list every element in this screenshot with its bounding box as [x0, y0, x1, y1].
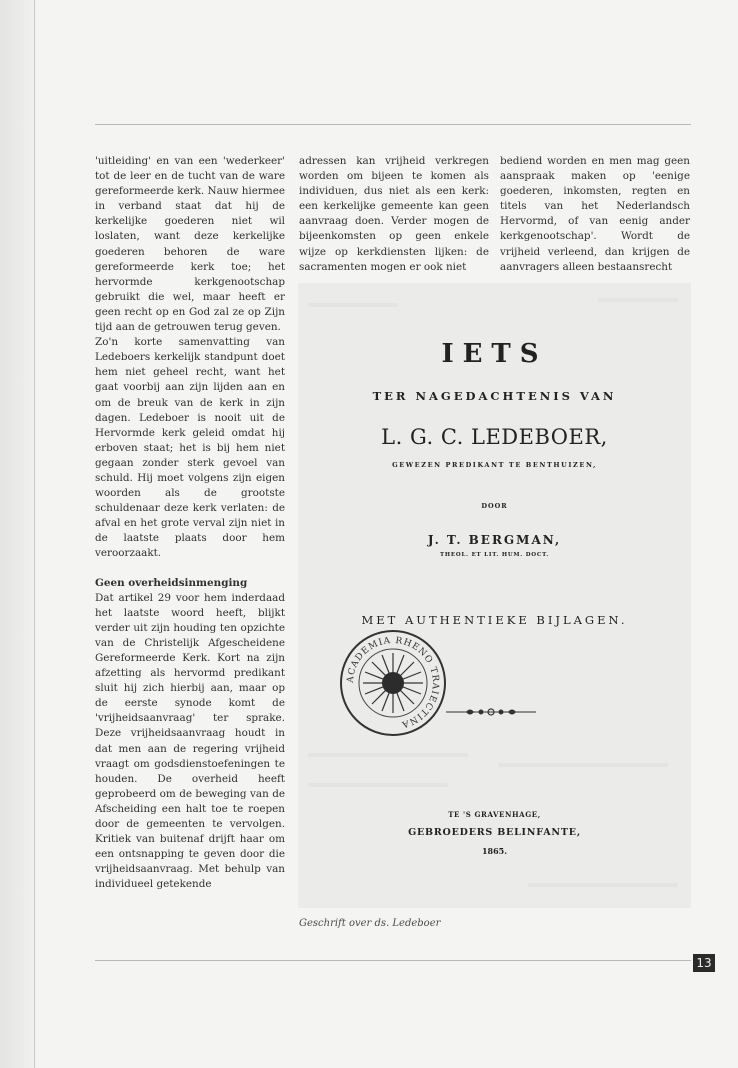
spine-line [34, 0, 35, 1068]
page-number: 13 [693, 954, 715, 972]
scan-author: J. T. BERGMAN, [427, 533, 562, 547]
section-heading: Geen overheidsinmenging [95, 576, 248, 589]
paragraph: Dat artikel 29 voor hem inderdaad het laatste woord heeft, blijkt verder uit zijn houding ten opzichte van de Christelijk Afgescheidene Gereformeerde Kerk. Kort na zijn afzetting als hervormd predikant sluit hij zich hierbij aan, maar op de eerste synode komt de 'vrijheidsaanvraag' ter sprake. Deze vrijheidsaanvraag houdt in dat men aan de regering vrijheid vraagt om godsdienstoefeningen te houden. De overheid heeft geprobeerd om de beweging van de Afscheiding een halt toe te roepen door de gemeenten te vervolgen. Kritiek van buitenaf drijft haar om een ontsnapping te geven door die vrijheidsaanvraag. Met behulp van individueel getekende [95, 591, 285, 891]
text-column-3 [500, 154, 690, 275]
svg-text:ACADEMIA RHENO TRAIECTINA: ACADEMIA RHENO TRAIECTINA [345, 635, 441, 730]
scan-title: IETS [441, 339, 548, 369]
image-caption: Geschrift over ds. Ledeboer [299, 918, 441, 929]
scan-degree: THEOL. ET LIT. HUM. DOCT. [440, 552, 549, 558]
scan-subtitle: TER NAGEDACHTENIS VAN [372, 389, 617, 403]
paragraph: 'uitleiding' en van een 'wederkeer' tot de leer en de tucht van de ware gereformeerde kerk. Nauw hiermee in verband staat dat hij de kerkelijke goederen niet wil loslaten, want deze kerkelijke goederen behoren de ware gereformeerde kerk toe; het hervormde kerkgenootschap gebruikt die wel, maar heeft er geen recht op en God zal ze op Zijn tijd aan de getrouwen terug geven. [95, 155, 285, 334]
page-gutter-shadow [0, 0, 36, 1068]
header-rule [95, 124, 691, 125]
scan-publisher: GEBROEDERS BELINFANTE, [408, 827, 581, 838]
ornament-divider-icon [446, 706, 536, 718]
scan-door: DOOR [481, 502, 508, 510]
scan-former-position: GEWEZEN PREDIKANT TE BENTHUIZEN, [392, 461, 597, 469]
text-column-2 [299, 154, 489, 275]
scan-place: TE 'S GRAVENHAGE, [448, 810, 541, 819]
scan-year: 1865. [481, 846, 508, 856]
scan-appendices: MET AUTHENTIEKE BIJLAGEN. [361, 613, 628, 627]
text-column-1 [95, 154, 285, 893]
paragraph: bediend worden en men mag geen aanspraak maken op 'eenige goederen, inkomsten, regten en titels van het Nederlandsch Hervormd, of van eenig ander kerkgenootschap'. Wordt de vrijheid verleend, dan krijgen de aanvragers alleen bestaansrecht [500, 155, 690, 273]
scan-name: L. G. C. LEDEBOER, [381, 425, 608, 449]
paragraph: Zo'n korte samenvatting van Ledeboers kerkelijk standpunt doet hem niet geheel recht, want het gaat voorbij aan zijn lijden aan en om de breuk van de kerk in zijn dagen. Ledeboer is nooit uit de Hervormde kerk geleid omdat hij erboven staat; het is bij hem niet gegaan zonder sterk gevoel van schuld. Hij moet volgens zijn eigen woorden als de grootste schuldenaar deze kerk verlaten: de afval en het grote verval zijn niet in de laatste plaats door hem veroorzaakt. [95, 336, 285, 560]
university-seal-icon [338, 628, 448, 738]
footer-rule [95, 960, 691, 961]
title-page-scan [298, 283, 691, 908]
paragraph: adressen kan vrijheid verkregen worden om bijeen te komen als individuen, dus niet als een kerk: een kerkelijke gemeente kan geen aanvraag doen. Verder mogen de bijeenkomsten op geen enkele wijze op kerkdiensten lijken: de sacramenten mogen er ook niet [299, 155, 489, 273]
